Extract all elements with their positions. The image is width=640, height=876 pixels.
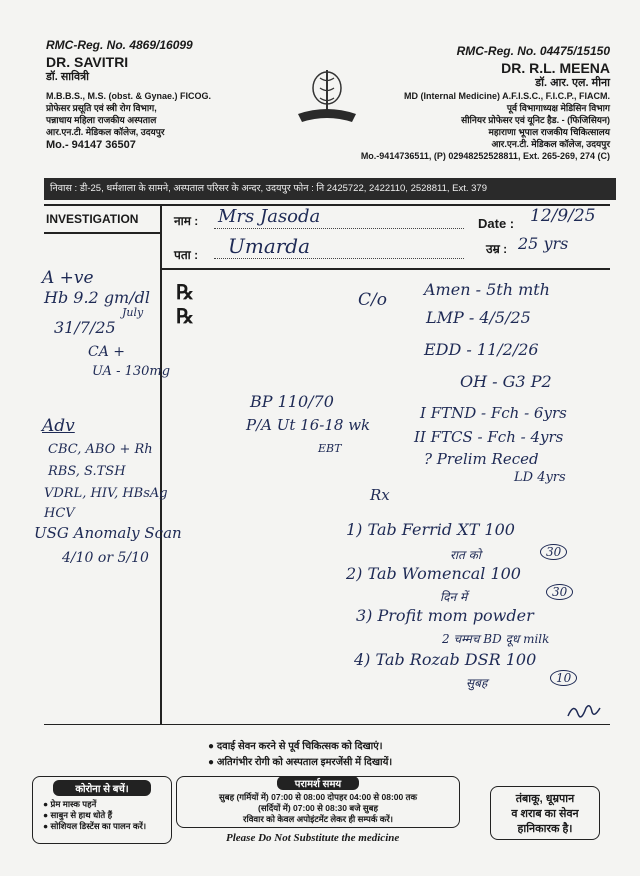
substitute-warning: Please Do Not Substitute the medicine — [226, 832, 400, 844]
right-doctor-name-hindi: डॉ. आर. एल. मीना — [535, 77, 610, 89]
right-line4: आर.एन.टी. मेडिकल कॉलेज, उदयपुर — [491, 139, 610, 149]
corona-box — [32, 776, 172, 844]
advice-label: Adv — [42, 416, 75, 436]
tobacco-line-2: व शराब का सेवन — [511, 808, 579, 820]
corona-title: कोरोना से बचें। — [53, 780, 151, 796]
blood-group: A +ve — [42, 268, 94, 288]
rx-symbol-2: ℞ — [176, 306, 194, 328]
consultation-line-2: (सर्दियों में) 07:00 से 08:30 बजे सुबह — [257, 803, 378, 813]
medicine-3: 3) Profit mom powder — [356, 606, 534, 625]
right-qualifications: MD (Internal Medicine) A.F.I.S.C., F.I.C.P., FIACM. — [403, 91, 610, 101]
consultation-line-3: रविवार को केवल अपोइंटमेंट लेकर ही सम्पर्क करें। — [243, 814, 393, 824]
medicine-4-qty: 10 — [550, 670, 577, 686]
per-abdomen: P/A Ut 16-18 wk — [246, 416, 371, 434]
consultation-title: परामर्श समय — [277, 776, 359, 790]
footer-note-1: ● दवाई सेवन करने से पूर्व चिकित्सक को दिखाएं। — [208, 741, 383, 752]
blood-pressure: BP 110/70 — [250, 392, 334, 411]
age-label: उम्र : — [486, 242, 508, 256]
consultation-box — [176, 776, 460, 828]
address-label: पता : — [174, 248, 199, 262]
left-doctor-name-hindi: डॉ. सावित्री — [46, 71, 90, 83]
advice-item-4: HCV — [44, 506, 75, 521]
date-label: Date : — [478, 216, 515, 231]
right-line2: सीनियर प्रोफेसर एवं यूनिट हैड. - (फिजिसियन) — [461, 115, 610, 125]
left-mobile: Mo.- 94147 36507 — [46, 139, 136, 151]
medicine-4-timing: सुबह — [466, 676, 488, 690]
history-edd: EDD - 11/2/26 — [424, 340, 539, 359]
hb-month: July — [122, 306, 144, 319]
left-line2: पन्नाधाय महिला राजकीय अस्पताल — [46, 115, 157, 125]
address-bar: निवास : डी-25, धर्मशाला के सामने, अस्पताल परिसर के अन्दर, उदयपुर फोन : नि 2425722, 2422110, 2528811, Ext. 379 — [44, 178, 616, 200]
medicine-2-timing: दिन में — [440, 590, 468, 604]
rx-symbol: ℞ — [176, 282, 194, 304]
name-dotted-line — [214, 228, 464, 229]
left-reg-no: RMC-Reg. No. 4869/16099 — [46, 38, 193, 52]
right-reg-no: RMC-Reg. No. 04475/15150 — [456, 44, 610, 58]
tobacco-line-3: हानिकारक है। — [517, 823, 573, 835]
hb-value: Hb 9.2 gm/dl — [44, 288, 150, 307]
footer-note-2: ● अतिगंभीर रोगी को अस्पताल इमरजेंसी में दिखायें। — [208, 757, 393, 768]
advice-item-2: RBS, S.TSH — [48, 464, 126, 479]
history-note-2: LD 4yrs — [514, 470, 566, 485]
rx-handwritten: Rx — [370, 486, 390, 504]
right-line3: महाराणा भूपाल राजकीय चिकित्सालय — [488, 127, 610, 137]
investigation-underline — [44, 232, 160, 234]
corona-tip-1: ● प्रेम मास्क पहनें — [43, 799, 97, 809]
medicine-1-timing: रात को — [450, 548, 481, 562]
test-date: 31/7/25 — [54, 318, 116, 337]
age-value: 25 yrs — [518, 234, 569, 253]
complaint-label: C/o — [358, 290, 387, 310]
ua-line: UA - 130mg — [92, 364, 171, 379]
left-doctor-block — [46, 38, 276, 152]
column-divider — [160, 204, 162, 724]
advice-item-3: VDRL, HIV, HBsAg — [44, 486, 168, 501]
advice-item-6: 4/10 or 5/10 — [62, 550, 149, 566]
medicine-2: 2) Tab Womencal 100 — [346, 564, 521, 583]
name-label: नाम : — [174, 214, 199, 228]
left-doctor-name: DR. SAVITRI — [46, 54, 129, 70]
medicine-3-dose: 2 चम्मच BD दूध milk — [442, 632, 550, 646]
medicine-4: 4) Tab Rozab DSR 100 — [354, 650, 537, 669]
doctor-signature-icon — [564, 698, 604, 724]
per-abdomen-note: EBT — [318, 442, 342, 455]
history-note-1: ? Prelim Reced — [424, 450, 539, 468]
form-bottom-rule — [44, 724, 610, 725]
history-delivery-1: I FTND - Fch - 6yrs — [420, 404, 567, 422]
left-line1: प्रोफेसर प्रसूति एवं स्त्री रोग विभाग, — [46, 103, 157, 113]
patient-name: Mrs Jasoda — [218, 206, 321, 227]
corona-tip-3: ● सोशियल डिस्टेंस का पालन करें। — [43, 821, 147, 831]
right-phones: Mo.-9414736511, (P) 02948252528811, Ext. 265-269, 274 (C) — [360, 151, 610, 161]
medicine-1: 1) Tab Ferrid XT 100 — [346, 520, 515, 539]
right-doctor-block — [330, 44, 610, 162]
left-line3: आर.एन.टी. मेडिकल कॉलेज, उदयपुर — [46, 127, 165, 137]
investigation-label: INVESTIGATION — [46, 212, 139, 226]
address-dotted-line — [214, 258, 464, 259]
advice-item-5: USG Anomaly Scan — [34, 524, 182, 542]
tobacco-warning-box — [490, 786, 600, 840]
ca-line: CA + — [88, 344, 126, 360]
date-value: 12/9/25 — [530, 206, 596, 226]
medicine-1-qty: 30 — [540, 544, 567, 560]
right-doctor-name: DR. R.L. MEENA — [501, 60, 610, 76]
advice-item-1: CBC, ABO + Rh — [48, 442, 153, 457]
consultation-line-1: सुबह (गर्मियों में) 07:00 से 08:00 दोपहर 04:00 से 08:00 तक — [218, 792, 418, 802]
history-delivery-2: II FTCS - Fch - 4yrs — [414, 428, 564, 446]
history-obstetric: OH - G3 P2 — [460, 372, 552, 391]
medicine-2-qty: 30 — [546, 584, 573, 600]
form-top-rule — [44, 204, 610, 206]
corona-tip-2: ● साबुन से हाथ धोते हैं — [43, 810, 113, 820]
patient-info-rule — [160, 268, 610, 270]
left-qualifications: M.B.B.S., M.S. (obst. & Gynae.) FICOG. — [46, 91, 212, 101]
patient-address: Umarda — [228, 234, 311, 258]
history-lmp: LMP - 4/5/25 — [426, 308, 531, 327]
tobacco-line-1: तंबाकू, धूम्रपान — [515, 793, 575, 805]
right-line1: पूर्व विभागाध्यक्ष मेडिसिन विभाग — [506, 103, 610, 113]
history-amenorrhea: Amen - 5th mth — [424, 280, 550, 299]
